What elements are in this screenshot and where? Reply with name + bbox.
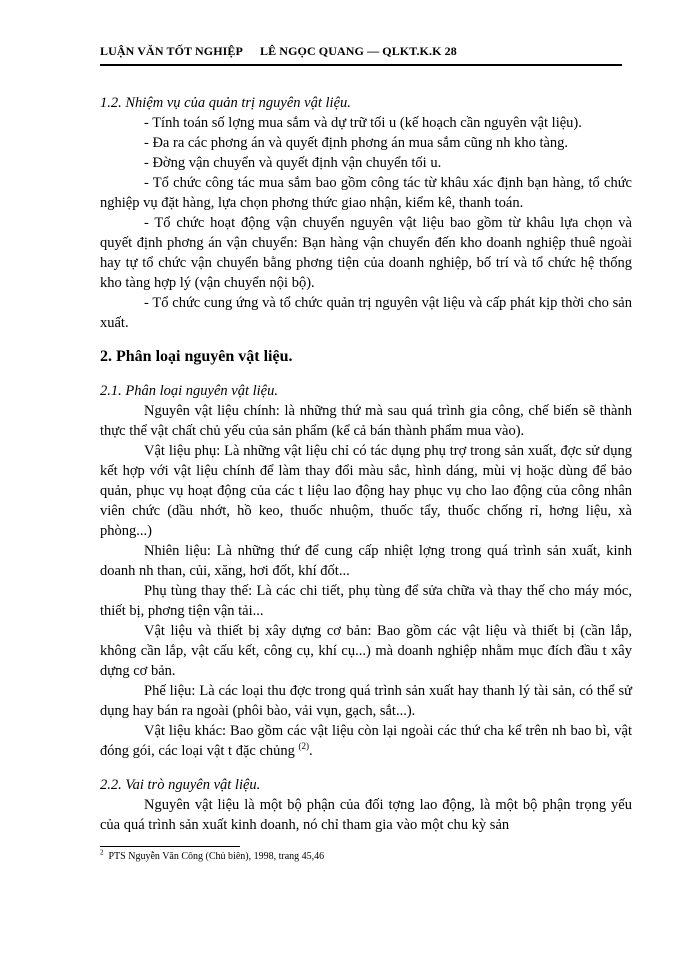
footnote-rule — [100, 846, 240, 847]
footnote-text: PTS Nguyễn Văn Công (Chủ biên), 1998, trang 45,46 — [108, 851, 325, 862]
footnote — [100, 848, 325, 862]
heading-2-2: 2.2. Vai trò nguyên vật liệu. — [100, 777, 261, 793]
task-item-4: - Tổ chức công tác mua sắm bao gồm công tác từ khâu xác định bạn hàng, tổ chức nghiệp vụ đặt hàng, lựa chọn phơng thức giao nhận, kiểm kê, thanh toán. — [100, 175, 632, 211]
header-thesis-label: LUẬN VĂN TỐT NGHIỆP — [100, 44, 243, 58]
page-header — [100, 44, 622, 64]
footnote-mark: 2 — [100, 848, 104, 857]
task-item-5: - Tổ chức hoạt động vận chuyển nguyên vật liệu bao gồm từ khâu lựa chọn và quyết định phơng án vận chuyển: Bạn hàng vận chuyển đến kho doanh nghiệp thuê ngoài hay tự tổ chức vận chuyển bằng phơng tiện của doanh nghiệp, bố trí và tổ chức hệ thống kho tàng hợp lý (vận chuyển nội bộ). — [100, 215, 632, 291]
material-type-other: Vật liệu khác: Bao gồm các vật liệu còn lại ngoài các thứ cha kể trên nh bao bì, vật đóng gói, các loại vật t đặc chủng $^{(2)}$. — [100, 723, 632, 759]
material-type-construction: Vật liệu và thiết bị xây dựng cơ bản: Bao gồm các vật liệu và thiết bị (cần lắp, không cần lắp, vật cấu kết, công cụ, khí cụ...) mà doanh nghiệp nhằm mục đích đầu t xây dựng cơ bản. — [100, 623, 632, 679]
header-author: LÊ NGỌC QUANG — QLKT.K.K 28 — [260, 44, 457, 58]
task-item-6: - Tổ chức cung ứng và tổ chức quản trị nguyên vật liệu và cấp phát kịp thời cho sản xuất. — [100, 295, 632, 331]
material-type-fuel: Nhiên liệu: Là những thứ để cung cấp nhiệt lợng trong quá trình sản xuất, kinh doanh nh than, củi, xăng, hơi đốt, khí đốt... — [100, 543, 632, 579]
task-item-1: - Tính toán số lợng mua sắm và dự trữ tối u (kế hoạch cần nguyên vật liệu). — [144, 115, 582, 131]
document-body — [100, 93, 632, 835]
material-type-auxiliary: Vật liệu phụ: Là những vật liệu chỉ có tác dụng phụ trợ trong sản xuất, đợc sử dụng kết hợp với vật liệu chính để làm thay đổi màu sắc, hình dáng, mùi vị hoặc dùng để bảo quản, phục vụ hoạt động của các t liệu lao động hay phục vụ cho lao động của công nhân viên chức (dầu nhớt, hồ keo, thuốc nhuộm, thuốc tẩy, thuốc chống rỉ, hơng liệu, xà phòng...) — [100, 443, 632, 539]
task-item-2: - Đa ra các phơng án và quyết định phơng án mua sắm cũng nh kho tàng. — [144, 135, 569, 151]
footnote-reference[interactable]: (2) — [298, 741, 310, 752]
header-rule — [100, 64, 622, 66]
material-type-spare-parts: Phụ tùng thay thế: Là các chi tiết, phụ tùng để sửa chữa và thay thế cho máy móc, thiết bị, phơng tiện vận tải... — [100, 583, 632, 619]
role-paragraph: Nguyên vật liệu là một bộ phận của đối tợng lao động, là một bộ phận trọng yếu của quá trình sản xuất kinh doanh, nó chỉ tham gia vào một chu kỳ sản — [100, 797, 632, 833]
heading-1-2: 1.2. Nhiệm vụ của quản trị nguyên vật liệu. — [100, 95, 351, 111]
material-type-scrap: Phế liệu: Là các loại thu đợc trong quá trình sản xuất hay thanh lý tài sản, có thể sử dụng hay bán ra ngoài (phôi bào, vải vụn, gạch, sắt...). — [100, 683, 632, 719]
material-type-other-text: Vật liệu khác: Bao gồm các vật liệu còn lại ngoài các thứ cha kể trên nh bao bì, vật đóng gói, các loại vật t đặc chủng — [100, 723, 632, 759]
heading-2: 2. Phân loại nguyên vật liệu. — [100, 348, 293, 365]
heading-2-1: 2.1. Phân loại nguyên vật liệu. — [100, 383, 278, 399]
material-type-main: Nguyên vật liệu chính: là những thứ mà sau quá trình gia công, chế biến sẽ thành thực thể vật chất chủ yếu của sản phẩm (kể cả bán thành phẩm mua vào). — [100, 403, 632, 439]
task-item-3: - Đờng vận chuyển và quyết định vận chuyển tối u. — [144, 155, 442, 171]
